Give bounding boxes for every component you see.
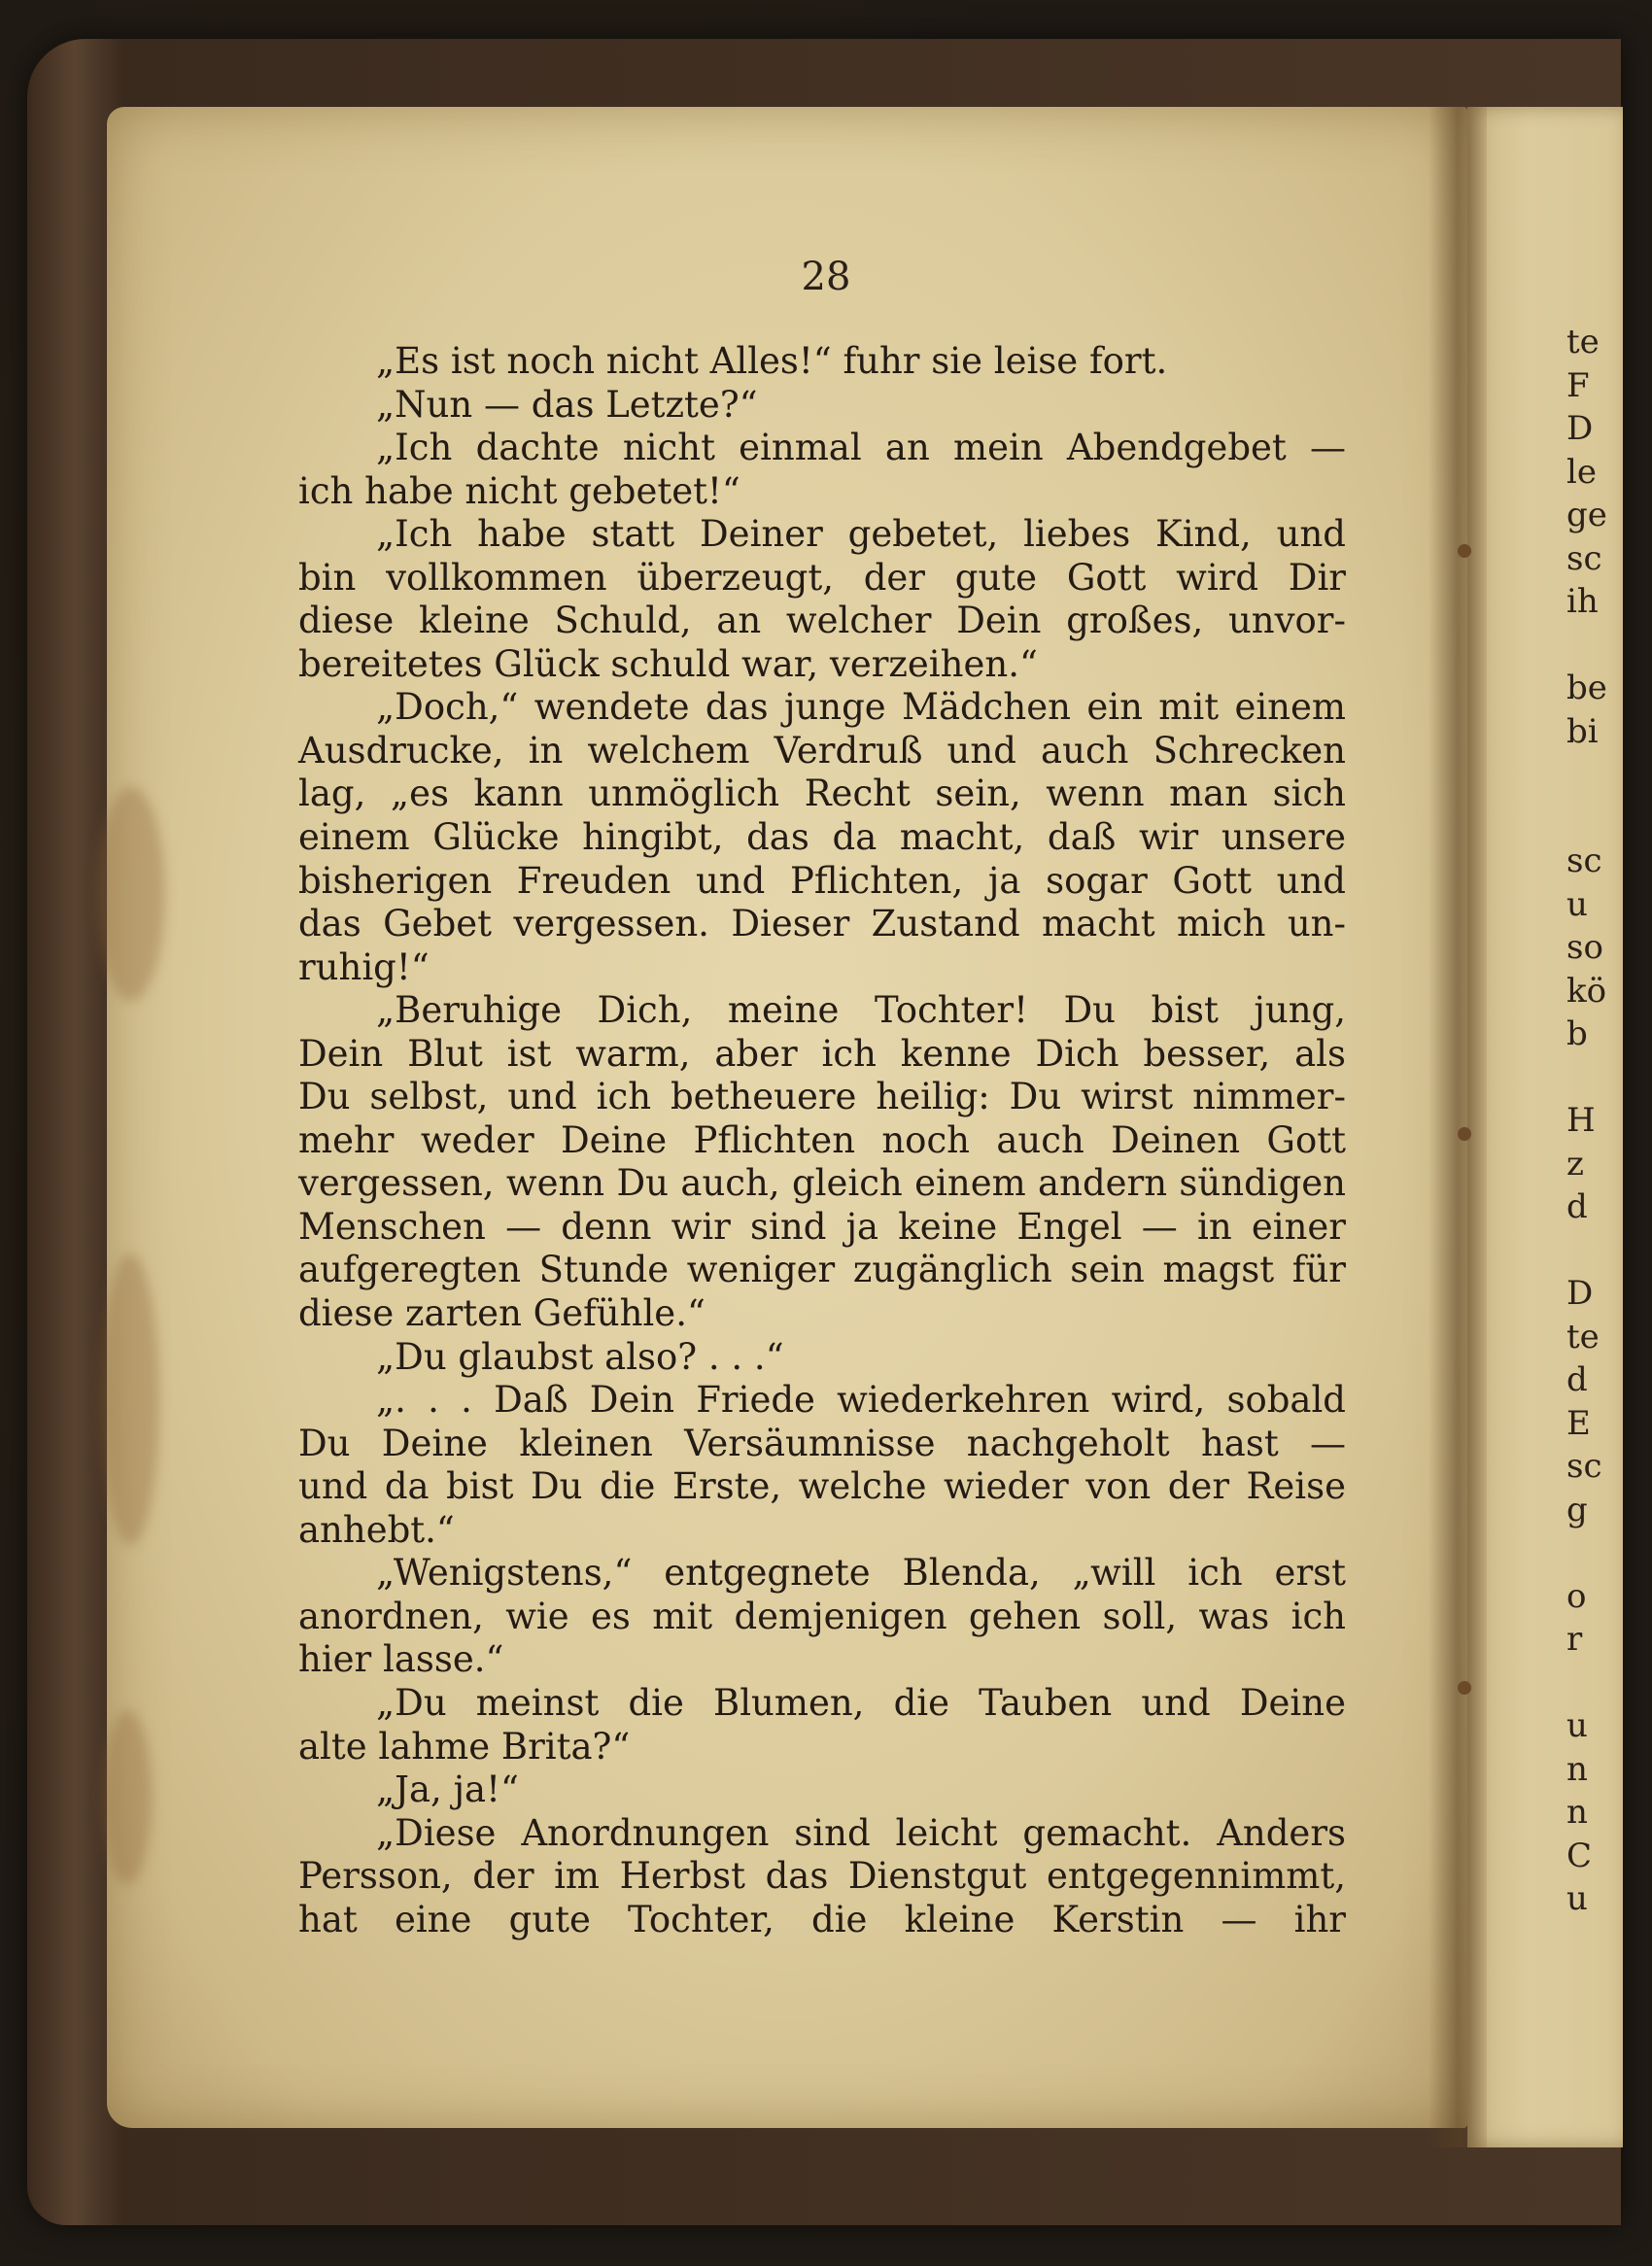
text-line: „Wenigstens,“ entgegnete Blenda, „will ich erst: [376, 1552, 1346, 1595]
binding-stitch: [1458, 544, 1471, 558]
text-line: „Du meinst die Blumen, die Tauben und Deine: [376, 1681, 1346, 1724]
right-page-fragment: ih: [1566, 582, 1599, 621]
text-line: und da bist Du die Erste, welche wieder von der Reise: [298, 1465, 1346, 1508]
right-page-fragment: so: [1566, 928, 1603, 967]
right-page-fragment: F: [1566, 365, 1590, 405]
right-page-fragment: sc: [1566, 538, 1602, 578]
right-page-fragment: [1566, 1531, 1607, 1575]
right-page-fragment: u: [1566, 1879, 1588, 1918]
text-line: Dein Blut ist warm, aber ich kenne Dich besser, als: [298, 1032, 1346, 1075]
right-page-fragment: z: [1566, 1144, 1584, 1184]
text-line: „. . . Daß Dein Friede wiederkehren wird, sobald: [376, 1379, 1346, 1422]
text-line: aufgeregten Stunde weniger zugänglich sein magst für: [298, 1249, 1346, 1291]
text-line: mehr weder Deine Pflichten noch auch Deinen Gott: [298, 1118, 1346, 1161]
right-page-fragment: D: [1566, 1274, 1594, 1313]
text-line: hier lasse.“: [298, 1638, 504, 1681]
text-line: ich habe nicht gebetet!“: [298, 469, 740, 512]
text-line: „Ich dachte nicht einmal an mein Abendgebet —: [376, 427, 1346, 469]
text-line: ruhig!“: [298, 945, 430, 988]
text-line: diese zarten Gefühle.“: [298, 1292, 706, 1335]
right-page-text: [1566, 321, 1607, 1921]
text-line: „Doch,“ wendete das junge Mädchen ein mit einem: [376, 686, 1346, 729]
right-page-fragment: bi: [1566, 711, 1599, 751]
right-page-fragment: D: [1566, 409, 1594, 448]
right-page-fragment: [1566, 624, 1607, 668]
right-page-fragment: b: [1566, 1014, 1588, 1053]
right-page-fragment: H: [1566, 1101, 1596, 1140]
right-page-fragment: d: [1566, 1360, 1588, 1399]
text-line: „Ja, ja!“: [376, 1768, 519, 1811]
page-text: [298, 340, 1346, 1941]
text-line: Ausdrucke, in welchem Verdruß und auch Schrecken: [298, 729, 1346, 772]
text-line: alte lahme Brita?“: [298, 1725, 631, 1768]
text-line: hat eine gute Tochter, die kleine Kerstin — ihr: [298, 1898, 1346, 1940]
text-line: das Gebet vergessen. Dieser Zustand macht mich un-: [298, 903, 1346, 945]
text-line: anordnen, wie es mit demjenigen gehen soll, was ich: [298, 1595, 1346, 1637]
right-page-fragment: n: [1566, 1749, 1588, 1789]
binding-stitch: [1458, 1127, 1471, 1141]
page-gutter: [1428, 107, 1487, 2147]
text-line: bereitetes Glück schuld war, verzeihen.“: [298, 642, 1038, 685]
text-line: Menschen — denn wir sind ja keine Engel — in einer: [298, 1205, 1346, 1248]
page-stain: [101, 1253, 159, 1545]
text-line: „Ich habe statt Deiner gebetet, liebes Kind, und: [376, 513, 1346, 556]
binding-stitch: [1458, 1681, 1471, 1695]
right-page-fragment: [1566, 1056, 1607, 1100]
right-page-fragment: g: [1566, 1490, 1588, 1529]
text-line: vergessen, wenn Du auch, gleich einem andern sündigen: [298, 1162, 1346, 1205]
text-line: Persson, der im Herbst das Dienstgut entgegennimmt,: [298, 1855, 1346, 1898]
right-page-fragment: E: [1566, 1403, 1591, 1443]
text-line: bin vollkommen überzeugt, der gute Gott wird Dir: [298, 556, 1346, 599]
text-line: anhebt.“: [298, 1508, 455, 1551]
page-stain: [97, 787, 165, 1001]
right-page-fragment: kö: [1566, 971, 1607, 1011]
right-page-fragment: te: [1566, 323, 1600, 361]
text-line: „Du glaubst also? . . .“: [376, 1335, 784, 1378]
right-page-fragment: [1566, 797, 1607, 841]
right-page-fragment: [1566, 1662, 1607, 1705]
text-line: lag, „es kann unmöglich Recht sein, wenn man sich: [298, 772, 1346, 815]
right-page-fragment: te: [1566, 1317, 1600, 1356]
right-page-fragment: u: [1566, 1706, 1588, 1745]
right-page-fragment: d: [1566, 1187, 1588, 1226]
right-page-fragment: [1566, 753, 1607, 797]
right-page-fragment: r: [1566, 1620, 1583, 1659]
right-page-fragment: be: [1566, 669, 1607, 707]
text-line: „Diese Anordnungen sind leicht gemacht. Anders: [376, 1811, 1346, 1854]
text-line: „Beruhige Dich, meine Tochter! Du bist jung,: [376, 989, 1346, 1032]
right-page-fragment: C: [1566, 1836, 1593, 1875]
text-line: „Nun — das Letzte?“: [376, 383, 758, 426]
text-line: einem Glücke hingibt, das da macht, daß wir unsere: [298, 816, 1346, 859]
text-line: Du Deine kleinen Versäumnisse nachgeholt hast —: [298, 1422, 1346, 1464]
right-page-fragment: n: [1566, 1793, 1588, 1832]
right-page-fragment: sc: [1566, 1447, 1602, 1486]
right-page-fragment: sc: [1566, 841, 1602, 880]
page-stain: [103, 1710, 152, 1885]
right-page-fragment: u: [1566, 884, 1588, 924]
text-line: diese kleine Schuld, an welcher Dein großes, unvor-: [298, 600, 1346, 642]
right-page-fragment: [1566, 1229, 1607, 1273]
text-line: bisherigen Freuden und Pflichten, ja sogar Gott und: [298, 859, 1346, 902]
right-page-fragment: ge: [1566, 496, 1607, 534]
text-line: Du selbst, und ich betheuere heilig: Du wirst nimmer-: [298, 1076, 1346, 1118]
right-page-fragment: o: [1566, 1576, 1587, 1616]
text-line: „Es ist noch nicht Alles!“ fuhr sie leise fort.: [376, 340, 1168, 382]
right-page-fragment: le: [1566, 452, 1597, 492]
page-number: 28: [801, 255, 851, 299]
